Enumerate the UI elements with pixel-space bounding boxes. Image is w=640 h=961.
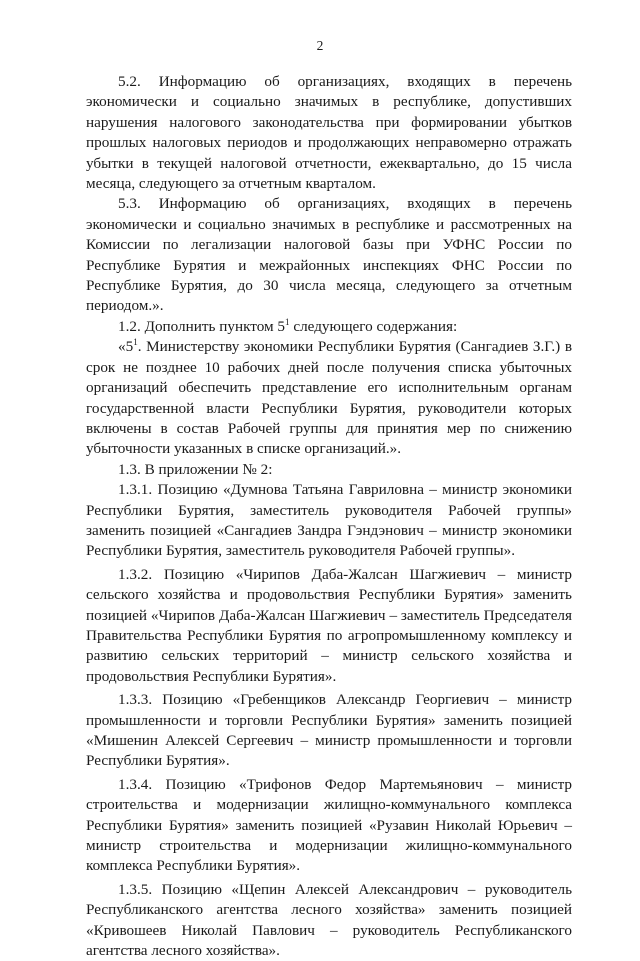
paragraph-5-1-tail: . Министерству экономики Республики Бурятия (Сангадиев З.Г.) в срок не позднее 10 рабочих дней после получения списка убыточных организаций обеспечить представление его исполнительным органам государственной власти Республики Бурятия, руководители которых включены в состав Рабочей группы для принятия мер по снижению убыточности указанных в списке организаций.». — [86, 338, 572, 458]
paragraph-1-2-text: 1.2. Дополнить пунктом 5 — [118, 317, 286, 335]
paragraph-1-3-3: 1.3.3. Позицию «Гребенщиков Александр Георгиевич – министр промышленности и торговли Республики Бурятия» заменить позицией «Мишенин Алексей Сергеевич – министр промышленности и торговли Республики Бурятия». — [86, 691, 572, 770]
paragraph-1-3-5: 1.3.5. Позицию «Щепин Алексей Александрович – руководитель Республиканского агентства лесного хозяйства» заменить позицией «Кривошеев Николай Павлович – руководитель Республиканского агентства лесного хозяйства». — [86, 880, 572, 960]
paragraph-1-2-tail: следующего содержания: — [289, 317, 458, 335]
paragraph-1-3-2: 1.3.2. Позицию «Чирипов Даба-Жалсан Шагжиевич – министр сельского хозяйства и продовольствия Республики Бурятия» заменить позицией «Чирипов Даба-Жалсан Шагжиевич – заместитель Председателя Правительства Республики Бурятия по агропромышленному комплексу и развитию сельских территорий – министр сельского хозяйства и продовольствия Республики Бурятия». — [86, 565, 572, 685]
paragraph-5-3: 5.3. Информацию об организациях, входящих в перечень экономически и социально значимых в республике и рассмотренных на Комиссии по легализации налоговой базы при УФНС России по Республике Бурятия и межрайонных инспекциях ФНС России по Республике Бурятия, до 30 числа месяца, следующего за отчетным периодом.». — [86, 195, 572, 315]
superscript-index: 1 — [133, 337, 138, 348]
paragraph-1-3-1: 1.3.1. Позицию «Думнова Татьяна Гавриловна – министр экономики Республики Бурятия, заместитель руководителя Рабочей группы» заменить позицией «Сангадиев Зандра Гэндэнович – министр экономики Республики Бурятия, заместитель руководителя Рабочей группы». — [86, 481, 572, 560]
paragraph-1-2 — [86, 317, 572, 337]
superscript-index: 1 — [285, 316, 290, 327]
paragraph-5-1 — [86, 337, 572, 459]
paragraph-1-3-4: 1.3.4. Позицию «Трифонов Федор Мартемьянович – министр строительства и модернизации жилищно-коммунального комплекса Республики Бурятия» заменить позицией «Рузавин Николай Юрьевич – министр строительства и модернизации жилищно-коммунального комплекса Республики Бурятия». — [86, 775, 572, 875]
paragraph-5-1-text: «5 — [118, 338, 134, 356]
paragraph-5-2: 5.2. Информацию об организациях, входящих в перечень экономически и социально значимых в республике, допустивших нарушения налогового законодательства при формировании убытков прошлых налоговых периодов и продолжающих неправомерно отражать убытки в текущей налоговой отчетности, ежеквартально, до 15 числа месяца, следующего за отчетным кварталом. — [86, 73, 572, 193]
document-body — [86, 72, 572, 961]
page-number: 2 — [316, 38, 324, 53]
paragraph-1-3: 1.3. В приложении № 2: — [118, 460, 273, 478]
